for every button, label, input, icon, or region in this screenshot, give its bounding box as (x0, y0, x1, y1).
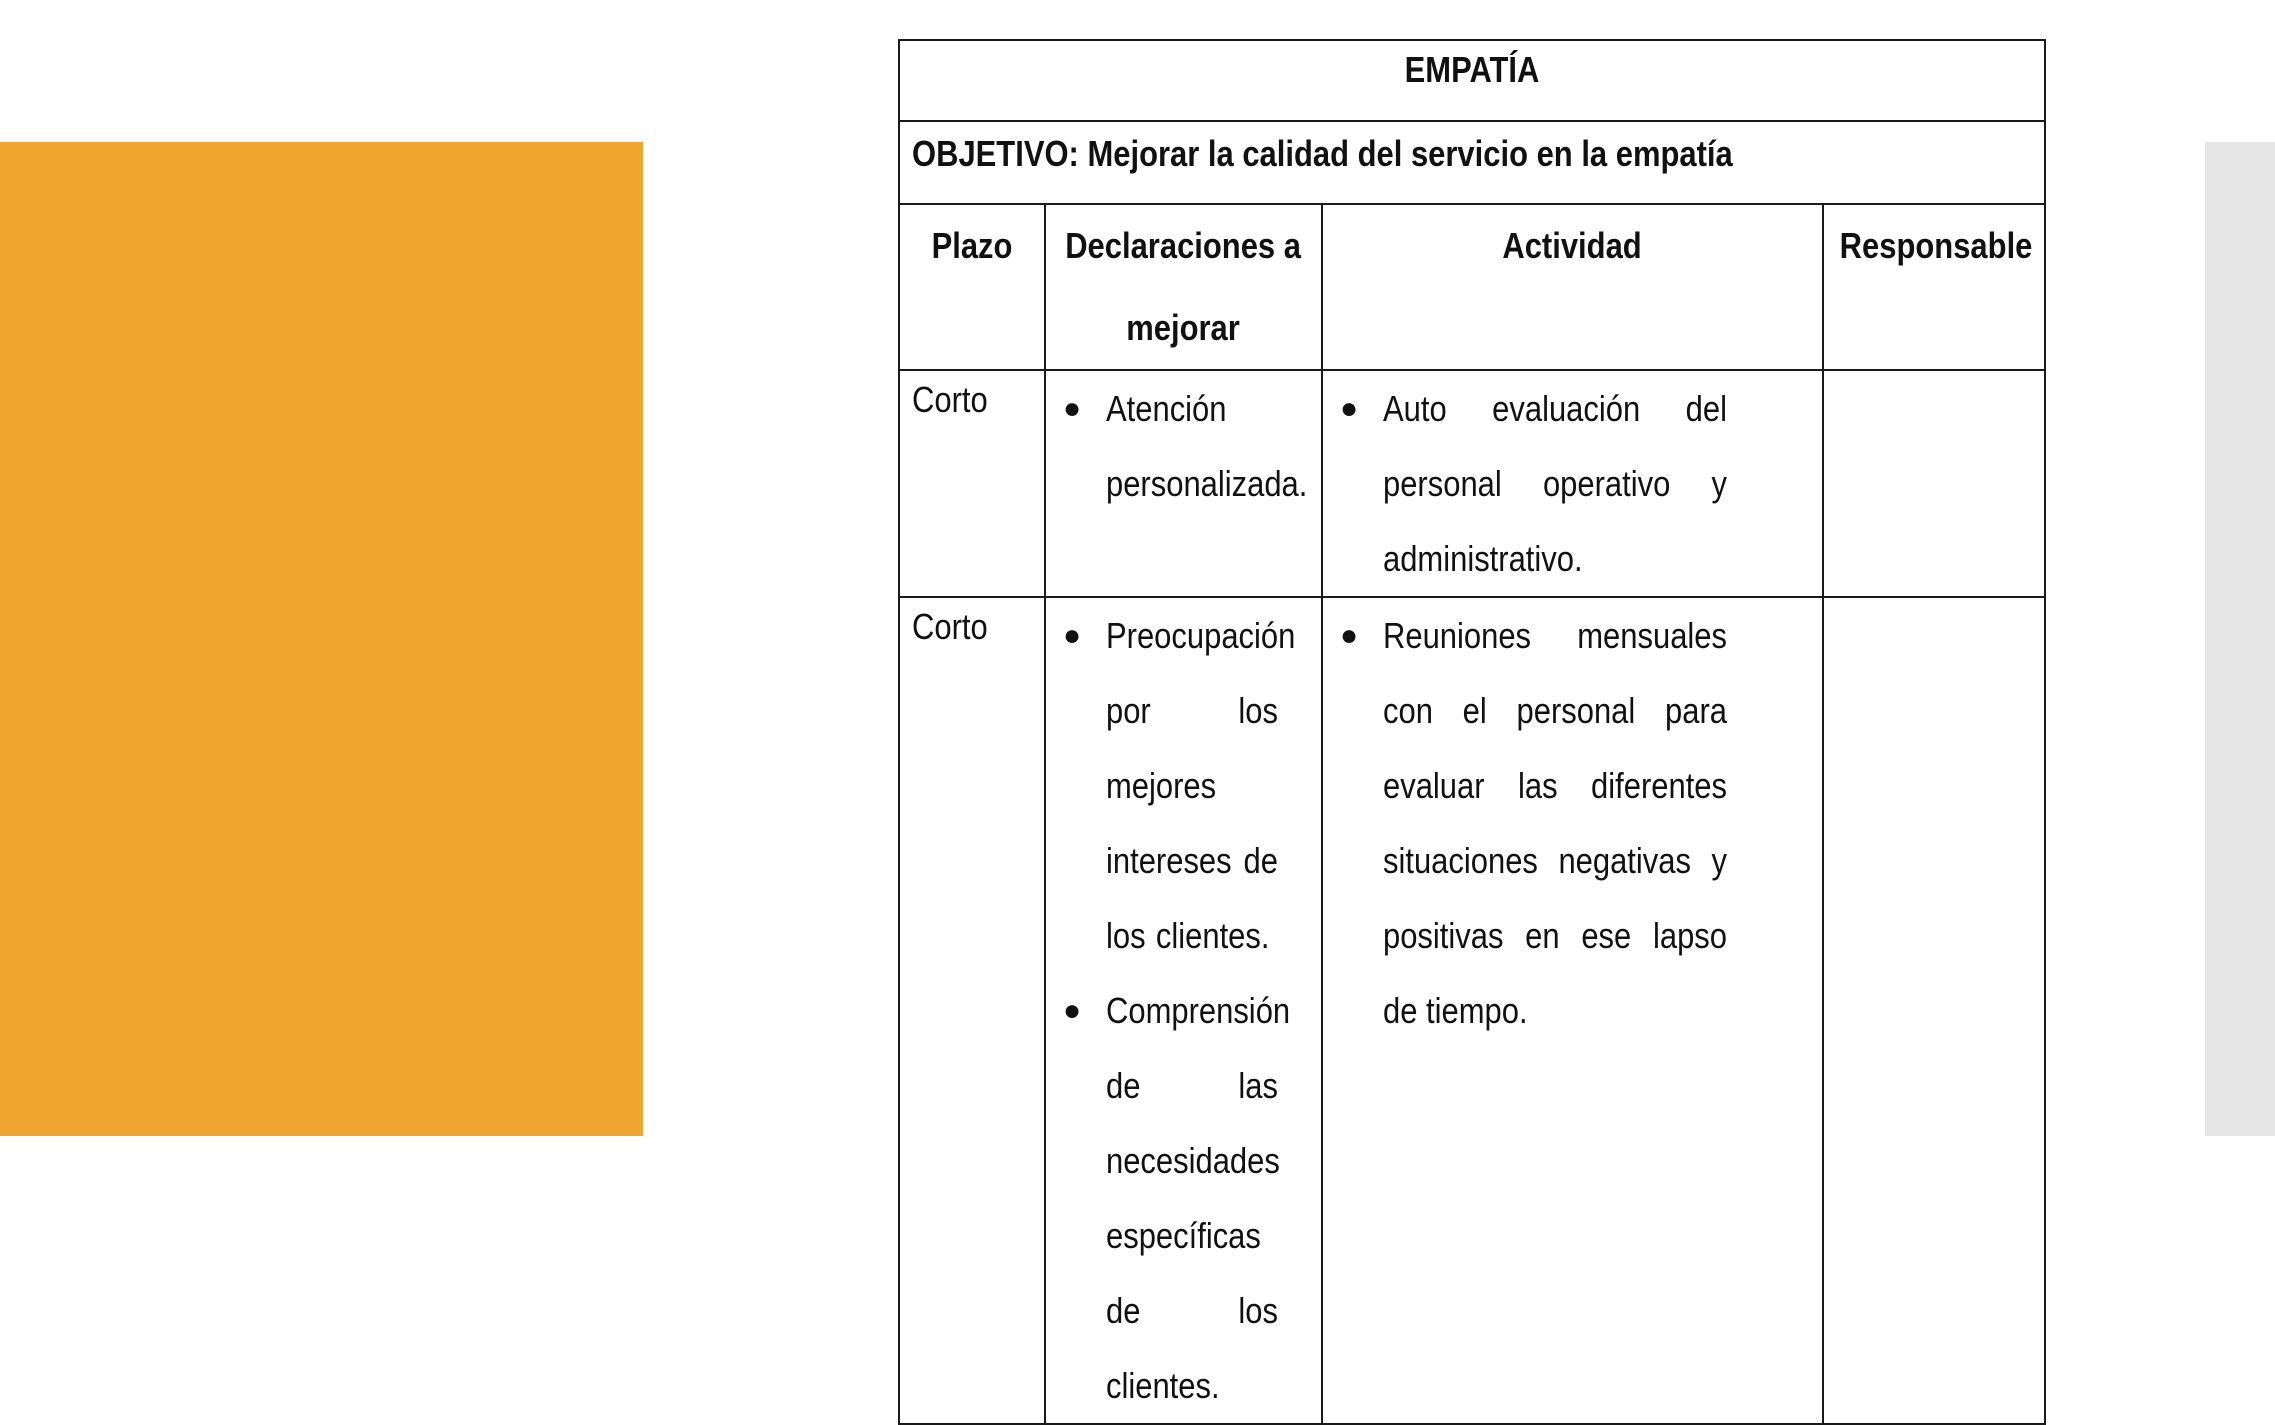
bullet-icon: ● (1340, 619, 1359, 652)
actividad-cell (1322, 597, 1823, 1424)
table-title-row (899, 40, 2045, 121)
header-actividad-text: Actividad (1502, 225, 1643, 266)
orange-decorative-panel (0, 142, 643, 1136)
header-plazo-text: Plazo (931, 225, 1013, 266)
actividad-text: Auto evaluación del personal operativo y administrativo. (1383, 388, 1727, 579)
table-title (979, 40, 1965, 121)
table-row (899, 370, 2045, 597)
objective-text: OBJETIVO: Mejorar la calidad del servicio en la empatía (912, 133, 1733, 174)
plazo-cell (899, 597, 1045, 1424)
header-actividad (1322, 204, 1823, 370)
declaraciones-list (1046, 598, 1321, 1423)
bullet-icon: ● (1340, 392, 1359, 425)
header-responsable (1823, 204, 2045, 370)
bullet-icon: ● (1063, 392, 1082, 425)
actividad-list (1323, 598, 1822, 1048)
list-item (1323, 598, 1822, 1048)
table-row (899, 597, 2045, 1424)
list-item (1323, 371, 1822, 596)
header-plazo (899, 204, 1045, 370)
table-title-text: EMPATÍA (1404, 49, 1540, 90)
header-declaraciones (1045, 204, 1322, 370)
list-item (1046, 973, 1321, 1423)
objective-cell (899, 121, 2045, 204)
actividad-text: Reuniones mensuales con el personal para evaluar las diferentes situaciones negativas y positivas en ese lapso de tiempo. (1383, 615, 1727, 1031)
plazo-cell (899, 370, 1045, 597)
responsable-cell (1823, 597, 2045, 1424)
declaracion-text: Preocupación por los mejores intereses de los clientes. (1106, 615, 1296, 956)
gray-decorative-panel (2205, 142, 2275, 1136)
list-item (1046, 371, 1321, 521)
header-responsable-text: Responsable (1839, 225, 2033, 266)
plazo-value: Corto (912, 379, 988, 420)
declaracion-text: Comprensión de las necesidades específicas de los clientes. (1106, 990, 1291, 1406)
declaraciones-list (1046, 371, 1321, 521)
bullet-icon: ● (1063, 619, 1082, 652)
empatia-table (898, 39, 2046, 1425)
declaracion-text: Atención personalizada. (1106, 388, 1308, 504)
header-declaraciones-line1: Declaraciones a (1065, 225, 1302, 266)
bullet-icon: ● (1063, 994, 1082, 1027)
header-row (899, 204, 2045, 370)
list-item (1046, 598, 1321, 973)
declaraciones-cell (1045, 370, 1322, 597)
responsable-cell (1823, 370, 2045, 597)
actividad-cell (1322, 370, 1823, 597)
actividad-list (1323, 371, 1822, 596)
objective-row (899, 121, 2045, 204)
plazo-value: Corto (912, 606, 988, 647)
header-declaraciones-line2: mejorar (1126, 307, 1241, 348)
declaraciones-cell (1045, 597, 1322, 1424)
